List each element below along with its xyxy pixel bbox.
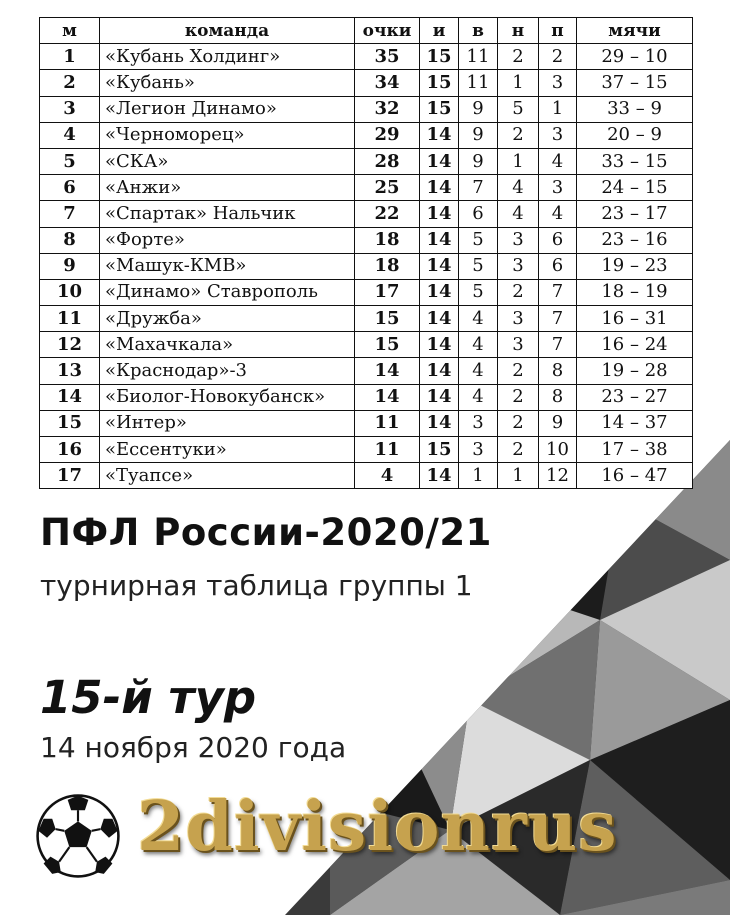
table-row (40, 253, 693, 279)
goals-cell: 16 – 24 (577, 332, 693, 358)
table-row (40, 96, 693, 122)
team-cell: «Анжи» (100, 175, 355, 201)
points-cell: 28 (355, 148, 420, 174)
losses-cell: 8 (539, 358, 577, 384)
soccer-ball-icon (35, 793, 121, 879)
wins-cell: 3 (459, 437, 498, 463)
team-cell: «Динамо» Ставрополь (100, 279, 355, 305)
team-cell: «Форте» (100, 227, 355, 253)
team-cell: «Интер» (100, 410, 355, 436)
losses-cell: 10 (539, 437, 577, 463)
goals-cell: 37 – 15 (577, 70, 693, 96)
wins-cell: 6 (459, 201, 498, 227)
col-header-losses: п (539, 18, 577, 44)
col-header-wins: в (459, 18, 498, 44)
team-cell: «Кубань» (100, 70, 355, 96)
position-cell: 1 (40, 44, 100, 70)
draws-cell: 3 (498, 332, 539, 358)
points-cell: 22 (355, 201, 420, 227)
goals-cell: 33 – 9 (577, 96, 693, 122)
goals-cell: 18 – 19 (577, 279, 693, 305)
table-row (40, 384, 693, 410)
losses-cell: 4 (539, 201, 577, 227)
played-cell: 14 (420, 227, 459, 253)
losses-cell: 9 (539, 410, 577, 436)
losses-cell: 6 (539, 253, 577, 279)
points-cell: 15 (355, 306, 420, 332)
team-cell: «Спартак» Нальчик (100, 201, 355, 227)
position-cell: 12 (40, 332, 100, 358)
points-cell: 25 (355, 175, 420, 201)
losses-cell: 4 (539, 148, 577, 174)
played-cell: 15 (420, 44, 459, 70)
played-cell: 14 (420, 201, 459, 227)
played-cell: 15 (420, 70, 459, 96)
team-cell: «Махачкала» (100, 332, 355, 358)
team-cell: «Биолог-Новокубанск» (100, 384, 355, 410)
team-cell: «Машук-КМВ» (100, 253, 355, 279)
points-cell: 11 (355, 410, 420, 436)
draws-cell: 2 (498, 437, 539, 463)
position-cell: 7 (40, 201, 100, 227)
goals-cell: 14 – 37 (577, 410, 693, 436)
table-row (40, 410, 693, 436)
col-header-team: команда (100, 18, 355, 44)
goals-cell: 33 – 15 (577, 148, 693, 174)
points-cell: 34 (355, 70, 420, 96)
played-cell: 14 (420, 122, 459, 148)
wins-cell: 3 (459, 410, 498, 436)
position-cell: 5 (40, 148, 100, 174)
goals-cell: 20 – 9 (577, 122, 693, 148)
wins-cell: 7 (459, 175, 498, 201)
team-cell: «Легион Динамо» (100, 96, 355, 122)
wins-cell: 11 (459, 44, 498, 70)
wins-cell: 5 (459, 279, 498, 305)
losses-cell: 2 (539, 44, 577, 70)
wins-cell: 11 (459, 70, 498, 96)
points-cell: 35 (355, 44, 420, 70)
team-cell: «Туапсе» (100, 463, 355, 489)
played-cell: 14 (420, 148, 459, 174)
wins-cell: 1 (459, 463, 498, 489)
played-cell: 14 (420, 175, 459, 201)
position-cell: 9 (40, 253, 100, 279)
losses-cell: 6 (539, 227, 577, 253)
position-cell: 6 (40, 175, 100, 201)
draws-cell: 2 (498, 44, 539, 70)
col-header-position: м (40, 18, 100, 44)
goals-cell: 16 – 47 (577, 463, 693, 489)
match-date: 14 ноября 2020 года (40, 731, 347, 764)
position-cell: 4 (40, 122, 100, 148)
played-cell: 15 (420, 96, 459, 122)
points-cell: 14 (355, 358, 420, 384)
team-cell: «Ессентуки» (100, 437, 355, 463)
position-cell: 13 (40, 358, 100, 384)
draws-cell: 2 (498, 410, 539, 436)
table-row (40, 44, 693, 70)
losses-cell: 7 (539, 332, 577, 358)
table-row (40, 306, 693, 332)
points-cell: 18 (355, 253, 420, 279)
played-cell: 15 (420, 437, 459, 463)
table-row (40, 332, 693, 358)
losses-cell: 3 (539, 70, 577, 96)
played-cell: 14 (420, 253, 459, 279)
table-row (40, 358, 693, 384)
table-row (40, 201, 693, 227)
draws-cell: 4 (498, 201, 539, 227)
position-cell: 11 (40, 306, 100, 332)
col-header-goals: мячи (577, 18, 693, 44)
col-header-draws: н (498, 18, 539, 44)
position-cell: 14 (40, 384, 100, 410)
losses-cell: 1 (539, 96, 577, 122)
played-cell: 14 (420, 358, 459, 384)
points-cell: 29 (355, 122, 420, 148)
table-row (40, 122, 693, 148)
goals-cell: 24 – 15 (577, 175, 693, 201)
position-cell: 3 (40, 96, 100, 122)
played-cell: 14 (420, 410, 459, 436)
draws-cell: 4 (498, 175, 539, 201)
points-cell: 18 (355, 227, 420, 253)
page-subtitle: турнирная таблица группы 1 (40, 569, 473, 602)
wins-cell: 4 (459, 332, 498, 358)
table-row (40, 463, 693, 489)
position-cell: 8 (40, 227, 100, 253)
draws-cell: 5 (498, 96, 539, 122)
position-cell: 15 (40, 410, 100, 436)
draws-cell: 2 (498, 358, 539, 384)
losses-cell: 12 (539, 463, 577, 489)
brand-logo-text: 2divisionrus (137, 787, 618, 867)
standings-table (39, 17, 693, 489)
played-cell: 14 (420, 463, 459, 489)
wins-cell: 9 (459, 96, 498, 122)
draws-cell: 2 (498, 384, 539, 410)
col-header-played: и (420, 18, 459, 44)
losses-cell: 7 (539, 306, 577, 332)
table-row (40, 175, 693, 201)
table-row (40, 70, 693, 96)
wins-cell: 4 (459, 384, 498, 410)
wins-cell: 9 (459, 148, 498, 174)
wins-cell: 4 (459, 358, 498, 384)
table-row (40, 148, 693, 174)
losses-cell: 7 (539, 279, 577, 305)
goals-cell: 23 – 17 (577, 201, 693, 227)
draws-cell: 2 (498, 122, 539, 148)
wins-cell: 4 (459, 306, 498, 332)
table-row (40, 437, 693, 463)
position-cell: 16 (40, 437, 100, 463)
team-cell: «СКА» (100, 148, 355, 174)
played-cell: 14 (420, 384, 459, 410)
points-cell: 32 (355, 96, 420, 122)
team-cell: «Кубань Холдинг» (100, 44, 355, 70)
position-cell: 10 (40, 279, 100, 305)
col-header-points: очки (355, 18, 420, 44)
points-cell: 11 (355, 437, 420, 463)
draws-cell: 1 (498, 70, 539, 96)
draws-cell: 2 (498, 279, 539, 305)
goals-cell: 17 – 38 (577, 437, 693, 463)
points-cell: 15 (355, 332, 420, 358)
position-cell: 17 (40, 463, 100, 489)
draws-cell: 3 (498, 306, 539, 332)
played-cell: 14 (420, 332, 459, 358)
goals-cell: 23 – 27 (577, 384, 693, 410)
losses-cell: 8 (539, 384, 577, 410)
played-cell: 14 (420, 279, 459, 305)
wins-cell: 5 (459, 253, 498, 279)
played-cell: 14 (420, 306, 459, 332)
page-title: ПФЛ России-2020/21 (40, 511, 492, 554)
draws-cell: 1 (498, 148, 539, 174)
wins-cell: 9 (459, 122, 498, 148)
points-cell: 14 (355, 384, 420, 410)
goals-cell: 29 – 10 (577, 44, 693, 70)
table-row (40, 227, 693, 253)
goals-cell: 19 – 23 (577, 253, 693, 279)
table-row (40, 279, 693, 305)
round-heading: 15-й тур (40, 671, 257, 724)
losses-cell: 3 (539, 175, 577, 201)
losses-cell: 3 (539, 122, 577, 148)
wins-cell: 5 (459, 227, 498, 253)
goals-cell: 16 – 31 (577, 306, 693, 332)
draws-cell: 1 (498, 463, 539, 489)
position-cell: 2 (40, 70, 100, 96)
draws-cell: 3 (498, 253, 539, 279)
goals-cell: 23 – 16 (577, 227, 693, 253)
goals-cell: 19 – 28 (577, 358, 693, 384)
points-cell: 4 (355, 463, 420, 489)
team-cell: «Дружба» (100, 306, 355, 332)
team-cell: «Краснодар»-3 (100, 358, 355, 384)
team-cell: «Черноморец» (100, 122, 355, 148)
draws-cell: 3 (498, 227, 539, 253)
points-cell: 17 (355, 279, 420, 305)
table-header-row (40, 18, 693, 44)
